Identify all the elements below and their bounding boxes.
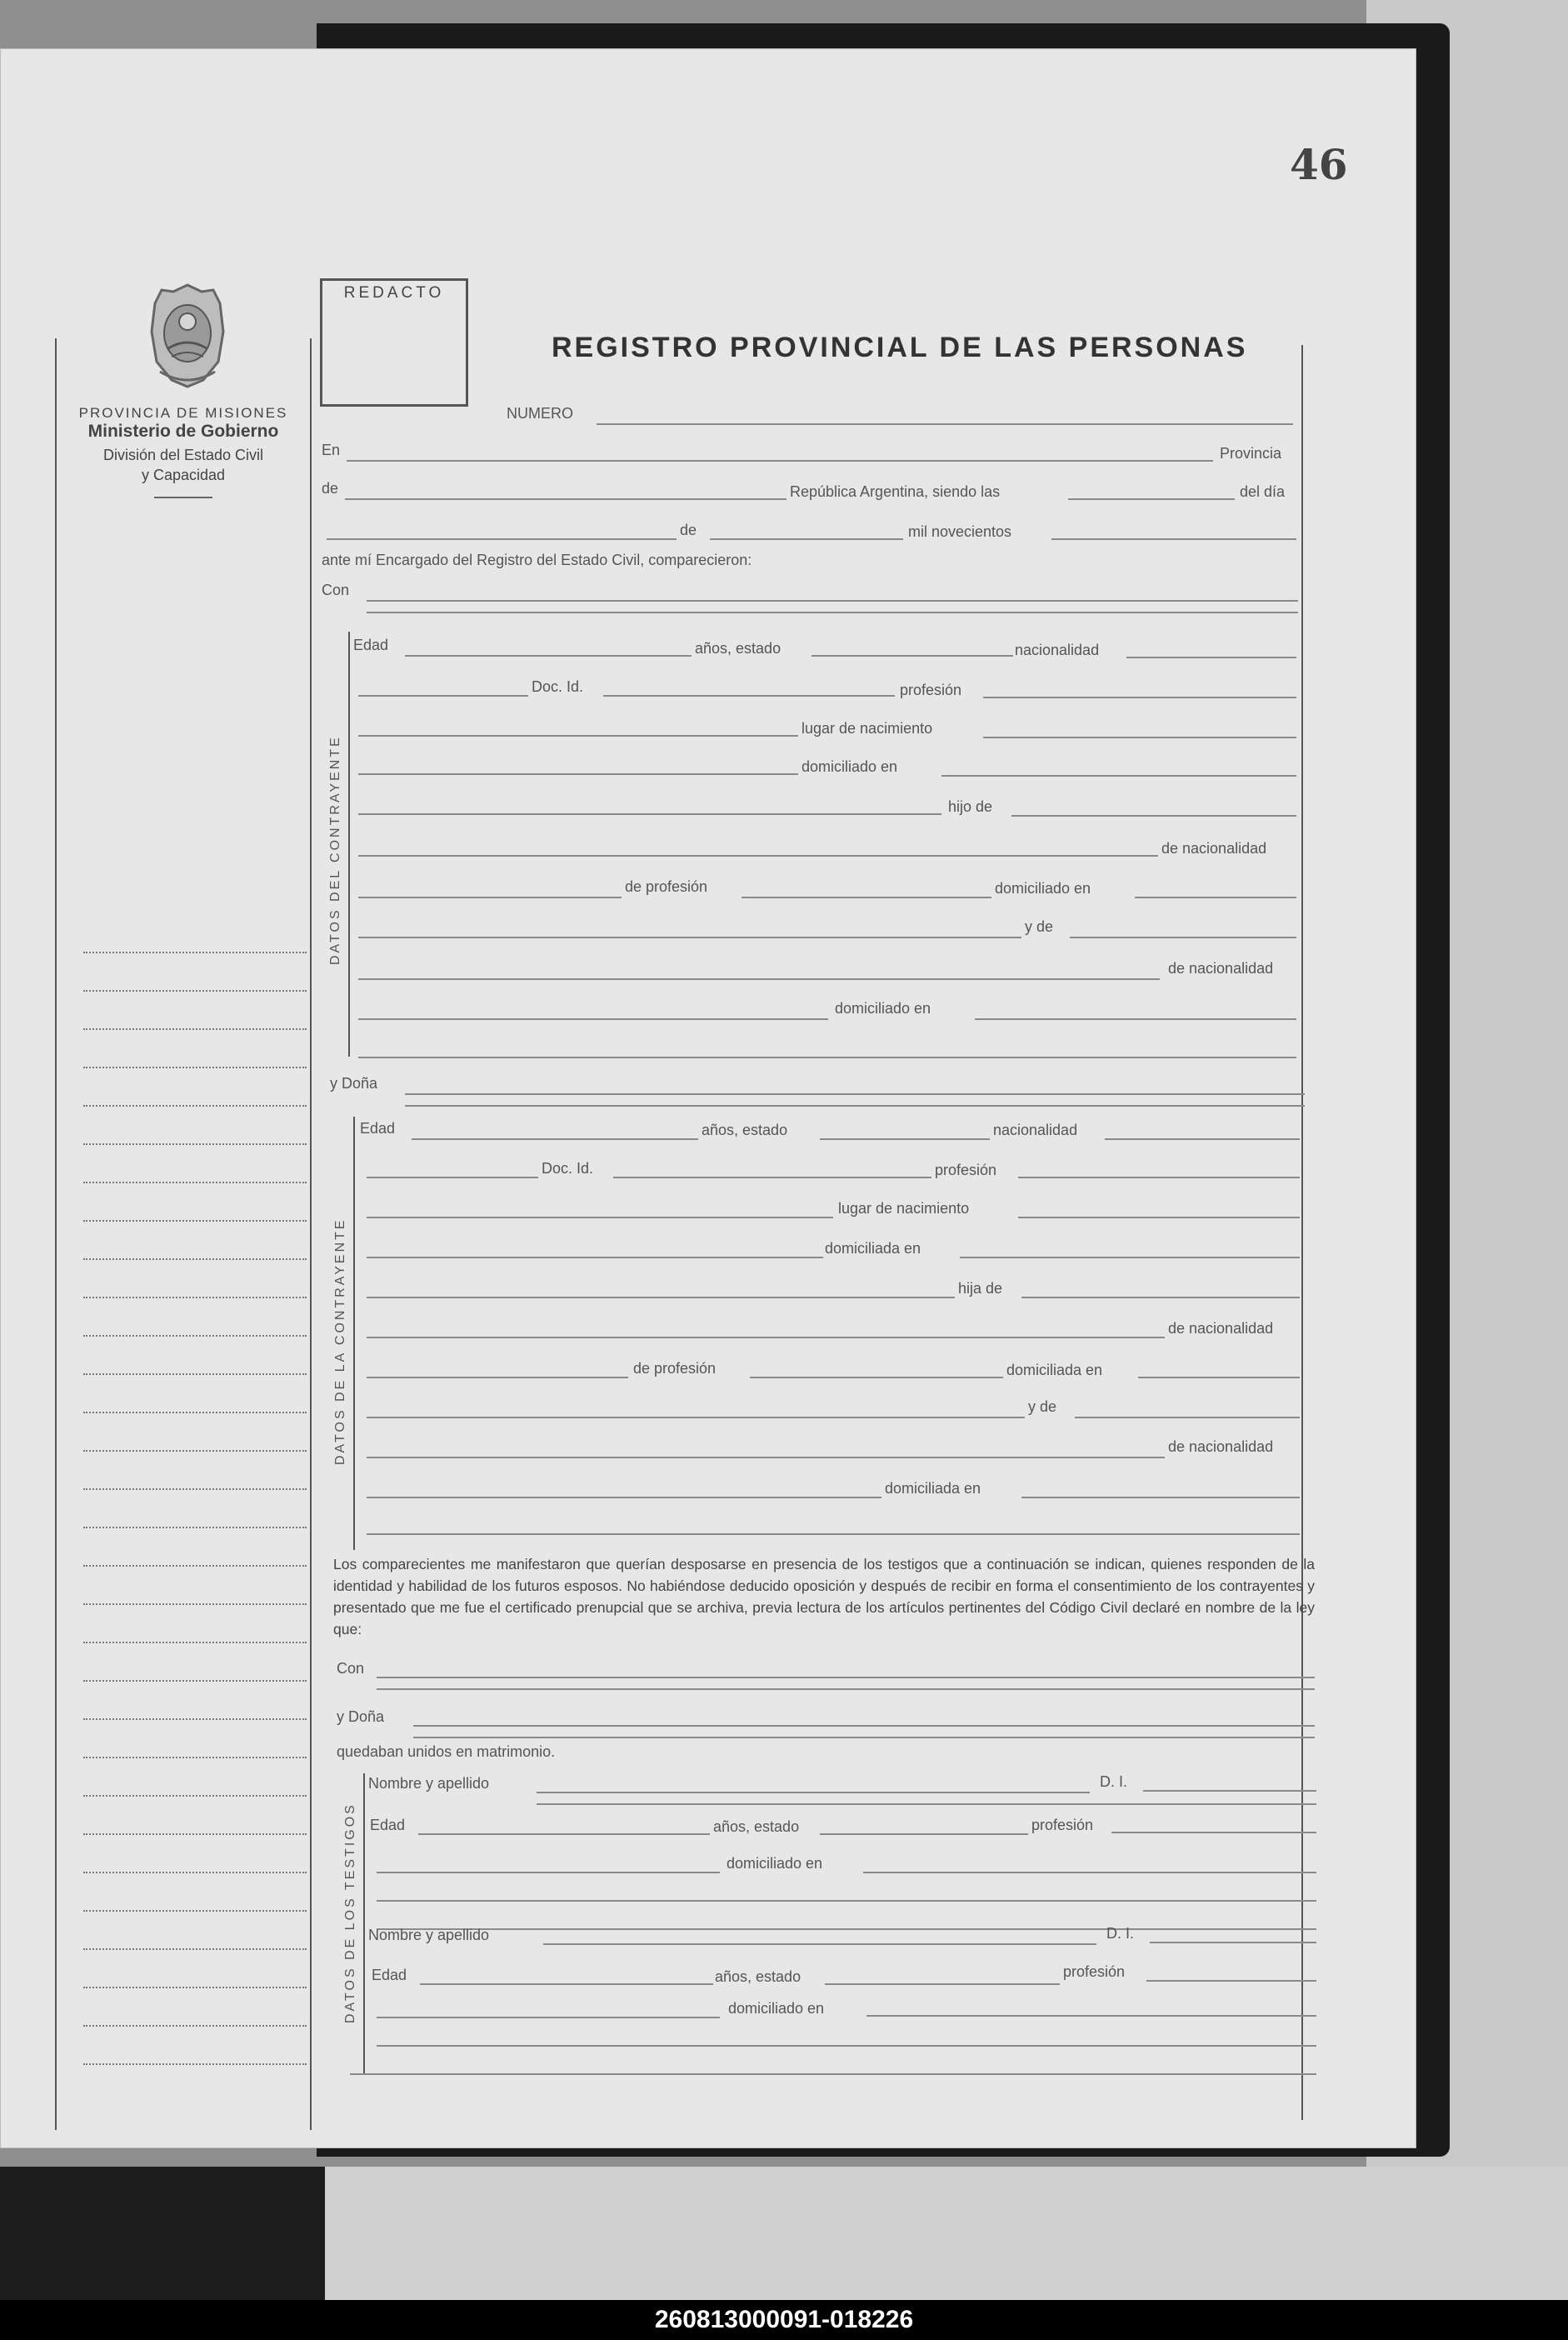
lugar-field-f-2[interactable]: [1018, 1217, 1300, 1218]
hija-label: hija de: [958, 1280, 1003, 1297]
estado-field[interactable]: [811, 655, 1013, 657]
edad-field[interactable]: [405, 655, 692, 657]
right-border-line: [1301, 345, 1303, 2120]
dom1-field[interactable]: [377, 1872, 720, 1873]
prof2-label: profesión: [1063, 1963, 1126, 1980]
margin-note-line: [83, 1795, 307, 1797]
de-nacionalidad-2-label: de nacionalidad: [1168, 960, 1274, 977]
margin-note-line: [83, 1757, 307, 1758]
background-strip: [0, 2167, 325, 2308]
nombre2-field[interactable]: [543, 1943, 1096, 1945]
de-nacionalidad-2-label-f: de nacionalidad: [1168, 1438, 1274, 1455]
madre-domicilio-field-f-2[interactable]: [367, 1533, 1300, 1535]
di1-field[interactable]: [1143, 1790, 1316, 1792]
padre-domicilio-field-2[interactable]: [358, 937, 1021, 938]
madre-domicilio-field-f[interactable]: [1021, 1497, 1300, 1498]
dom1-label: domiciliado en: [727, 1855, 823, 1872]
estado2-field[interactable]: [825, 1983, 1060, 1985]
org-underline: [154, 497, 212, 498]
mes-field[interactable]: [710, 538, 903, 540]
dom2-field-3[interactable]: [377, 2045, 1316, 2047]
madre-field-3[interactable]: [358, 1018, 828, 1020]
testigos-bracket: [363, 1773, 365, 2073]
de-nacionalidad-label: de nacionalidad: [1161, 840, 1267, 857]
margin-note-line: [83, 1335, 307, 1337]
prof1-field[interactable]: [1111, 1832, 1316, 1833]
doc-field[interactable]: [358, 695, 528, 697]
madre-domicilio-field-2[interactable]: [358, 1057, 1296, 1058]
domiciliado-en-label: domiciliado en: [995, 880, 1091, 897]
hijo-label: hijo de: [948, 798, 993, 815]
domicilio-field-2[interactable]: [941, 775, 1296, 777]
closing-dona-label: y Doña: [337, 1708, 385, 1725]
dom1-field-3[interactable]: [377, 1900, 1316, 1902]
padre-field-f-2[interactable]: [367, 1337, 1165, 1338]
domicilio-field-f-2[interactable]: [960, 1257, 1300, 1258]
nombre2-label: Nombre y apellido: [368, 1927, 490, 1943]
nacionalidad-field[interactable]: [1126, 657, 1296, 658]
margin-note-line: [83, 1105, 307, 1107]
con-label: Con: [322, 582, 350, 598]
margin-note-line: [83, 2025, 307, 2027]
margin-note-line: [83, 1565, 307, 1567]
con-field[interactable]: [367, 600, 1298, 602]
closing-con-label: Con: [337, 1660, 365, 1677]
domiciliada-en-2-label: domiciliada en: [885, 1480, 981, 1497]
de-field[interactable]: [345, 498, 786, 500]
estado-field-f[interactable]: [820, 1138, 990, 1140]
en-field[interactable]: [347, 460, 1213, 462]
edad-label: Edad: [353, 637, 389, 653]
prof2-field[interactable]: [1146, 1980, 1316, 1982]
form-title: REGISTRO PROVINCIAL DE LAS PERSONAS: [552, 332, 1248, 363]
margin-note-line: [83, 1718, 307, 1720]
hora-field[interactable]: [1068, 498, 1235, 500]
dona-field[interactable]: [405, 1093, 1305, 1095]
issuing-organization: [58, 405, 308, 498]
org-division-2: y Capacidad: [141, 467, 226, 483]
lugar-field[interactable]: [358, 735, 798, 737]
padre-field-3[interactable]: [358, 897, 622, 898]
page-number: 46: [1290, 140, 1348, 189]
redacto-label: REDACTO: [343, 284, 445, 302]
de2-label: de: [680, 522, 697, 538]
contrayente-bracket: [348, 632, 350, 1057]
nacionalidad-label: nacionalidad: [1015, 642, 1100, 658]
profesion-field-f[interactable]: [1018, 1177, 1300, 1178]
en-label: En: [322, 442, 341, 458]
dom2-field-2[interactable]: [866, 2015, 1316, 2017]
doc-number-field[interactable]: [603, 695, 895, 697]
margin-note-line: [83, 1910, 307, 1912]
lugar-label: lugar de nacimiento: [801, 720, 933, 737]
margin-note-line: [83, 1182, 307, 1183]
left-border-line: [55, 338, 57, 2130]
madre-field-f-3[interactable]: [367, 1497, 881, 1498]
org-division: División del Estado Civil: [102, 447, 264, 463]
nacionalidad-field-f[interactable]: [1105, 1138, 1300, 1140]
prof1-label: profesión: [1031, 1817, 1094, 1833]
testigos-side-label: DATOS DE LOS TESTIGOS: [343, 1802, 357, 2023]
declaration-paragraph: Los comparecientes me manifestaron que querían desposarse en presencia de los testigos que a continuación se indican, quienes responden de la identidad y habilidad de los futuros esposos. No habiéndose deducido oposición y después de recibir en forma el consentimiento de los contrayentes y presentado que me fue el certificado prenupcial que se archiva, previa lectura de los artículos pertinentes del Código Civil declaré en nombre de la ley que:: [333, 1556, 1315, 1638]
edad1-field[interactable]: [418, 1833, 710, 1835]
margin-note-line: [83, 2063, 307, 2065]
margin-note-line: [83, 1987, 307, 1988]
estado1-field[interactable]: [820, 1833, 1028, 1835]
madre-field-2[interactable]: [358, 978, 1160, 980]
padre-field-2[interactable]: [358, 855, 1158, 857]
dom2-field-4[interactable]: [350, 2073, 1316, 2075]
de-profesion-label: de profesión: [625, 878, 708, 895]
scan-identifier: 260813000091-018226: [0, 2300, 1568, 2340]
padre-field[interactable]: [1011, 815, 1296, 817]
domicilio-field[interactable]: [358, 773, 798, 775]
margin-note-line: [83, 1833, 307, 1835]
redacto-box: [320, 278, 468, 407]
dom2-label: domiciliado en: [728, 2000, 825, 2017]
di2-label: D. I.: [1106, 1925, 1135, 1942]
lugar-field-2[interactable]: [983, 737, 1296, 738]
padre-profesion-field-f[interactable]: [750, 1377, 1003, 1378]
form-page: [0, 48, 1416, 2148]
doc-label-f: Doc. Id.: [542, 1160, 594, 1177]
padre-domicilio-field-f-2[interactable]: [367, 1417, 1025, 1418]
nombre1-label: Nombre y apellido: [368, 1775, 490, 1792]
domiciliado-en-2-label: domiciliado en: [835, 1000, 931, 1017]
dom2-field[interactable]: [377, 2017, 720, 2018]
profesion-field[interactable]: [983, 697, 1296, 698]
anos2-label: años, estado: [715, 1968, 801, 1985]
anos-estado-label-f: años, estado: [702, 1122, 788, 1138]
del-dia-label: del día: [1240, 483, 1286, 500]
margin-note-line: [83, 1143, 307, 1145]
madre-field-f-2[interactable]: [367, 1457, 1165, 1458]
republica-label: República Argentina, siendo las: [790, 483, 1001, 500]
org-province: PROVINCIA DE MISIONES: [78, 405, 288, 421]
margin-note-line: [83, 1680, 307, 1682]
doc-label: Doc. Id.: [532, 678, 584, 695]
margin-note-line: [83, 952, 307, 953]
y-dona-label: y Doña: [330, 1075, 378, 1092]
edad1-label: Edad: [370, 1817, 406, 1833]
margin-note-line: [83, 1028, 307, 1030]
margin-note-line: [83, 1412, 307, 1413]
hija-field[interactable]: [367, 1297, 955, 1298]
margin-note-line: [83, 1948, 307, 1950]
padre-field-f[interactable]: [1021, 1297, 1300, 1298]
contrayenta-side-label: DATOS DE LA CONTRAYENTE: [333, 1218, 347, 1465]
domiciliado-label: domiciliado en: [801, 758, 898, 775]
madre-domicilio-field[interactable]: [975, 1018, 1296, 1020]
doc-field-f[interactable]: [367, 1177, 538, 1178]
madre-field-f[interactable]: [1075, 1417, 1300, 1418]
dia-field[interactable]: [327, 538, 677, 540]
margin-note-line: [83, 1297, 307, 1298]
edad-field-f[interactable]: [412, 1138, 698, 1140]
dom1-field-2[interactable]: [863, 1872, 1316, 1873]
domiciliada-label: domiciliada en: [825, 1240, 921, 1257]
margin-note-line: [83, 1872, 307, 1873]
padre-domicilio-field[interactable]: [1135, 897, 1296, 898]
margin-note-line: [83, 1220, 307, 1222]
domicilio-field-f[interactable]: [367, 1257, 823, 1258]
closing-dona-field[interactable]: [413, 1725, 1315, 1727]
anio-field[interactable]: [1051, 538, 1296, 540]
dom1-field-4[interactable]: [377, 1928, 1316, 1930]
contrayente-side-label: DATOS DEL CONTRAYENTE: [328, 735, 342, 965]
margin-note-line: [83, 1488, 307, 1490]
margin-note-line: [83, 1373, 307, 1375]
madre-field[interactable]: [1070, 937, 1296, 938]
nombre1-field[interactable]: [537, 1792, 1090, 1793]
quedaban-label: quedaban unidos en matrimonio.: [337, 1743, 556, 1760]
profesion-label: profesión: [900, 682, 962, 698]
lugar-label-f: lugar de nacimiento: [838, 1200, 970, 1217]
padre-field-f-3[interactable]: [367, 1377, 628, 1378]
numero-label: NUMERO: [507, 405, 573, 422]
anos-estado-label: años, estado: [695, 640, 782, 657]
margin-note-line: [83, 1067, 307, 1068]
y-de-label: y de: [1025, 918, 1054, 935]
de-nacionalidad-label-f: de nacionalidad: [1168, 1320, 1274, 1337]
y-de-label-f: y de: [1028, 1398, 1057, 1415]
numero-field[interactable]: [597, 423, 1293, 425]
edad2-label: Edad: [372, 1967, 407, 1983]
closing-dona-field-2[interactable]: [413, 1737, 1315, 1738]
margin-note-line: [83, 1450, 307, 1452]
lugar-field-f[interactable]: [367, 1217, 833, 1218]
provincia-label: Provincia: [1220, 445, 1282, 462]
doc-number-field-f[interactable]: [613, 1177, 931, 1178]
margin-note-line: [83, 1603, 307, 1605]
padre-domicilio-field-f[interactable]: [1138, 1377, 1300, 1378]
ante-label: ante mí Encargado del Registro del Estado Civil, comparecieron:: [322, 552, 752, 568]
edad2-field[interactable]: [420, 1983, 713, 1985]
profesion-label-f: profesión: [935, 1162, 997, 1178]
anos1-label: años, estado: [713, 1818, 800, 1835]
contrayenta-bracket: [353, 1117, 355, 1550]
domiciliada-en-label: domiciliada en: [1006, 1362, 1103, 1378]
province-crest-icon: [143, 282, 232, 390]
nacionalidad-label-f: nacionalidad: [993, 1122, 1078, 1138]
hijo-field[interactable]: [358, 813, 941, 815]
margin-note-line: [83, 1258, 307, 1260]
de-profesion-label-f: de profesión: [633, 1360, 717, 1377]
de-label: de: [322, 480, 339, 497]
dona-field-2[interactable]: [405, 1105, 1305, 1107]
nombre1-field-2[interactable]: [537, 1803, 1316, 1805]
con-field-2[interactable]: [367, 612, 1298, 613]
margin-note-line: [83, 1642, 307, 1643]
margin-note-line: [83, 990, 307, 992]
closing-con-field[interactable]: [377, 1677, 1315, 1678]
di2-field[interactable]: [1150, 1942, 1316, 1943]
org-ministry: Ministerio de Gobierno: [87, 422, 279, 441]
di1-label: D. I.: [1100, 1773, 1128, 1790]
margin-note-line: [83, 1527, 307, 1528]
column-divider-line: [310, 338, 312, 2130]
padre-profesion-field[interactable]: [742, 897, 991, 898]
closing-con-field-2[interactable]: [377, 1688, 1315, 1690]
mil-novecientos-label: mil novecientos: [908, 523, 1012, 540]
edad-label-f: Edad: [360, 1120, 396, 1137]
